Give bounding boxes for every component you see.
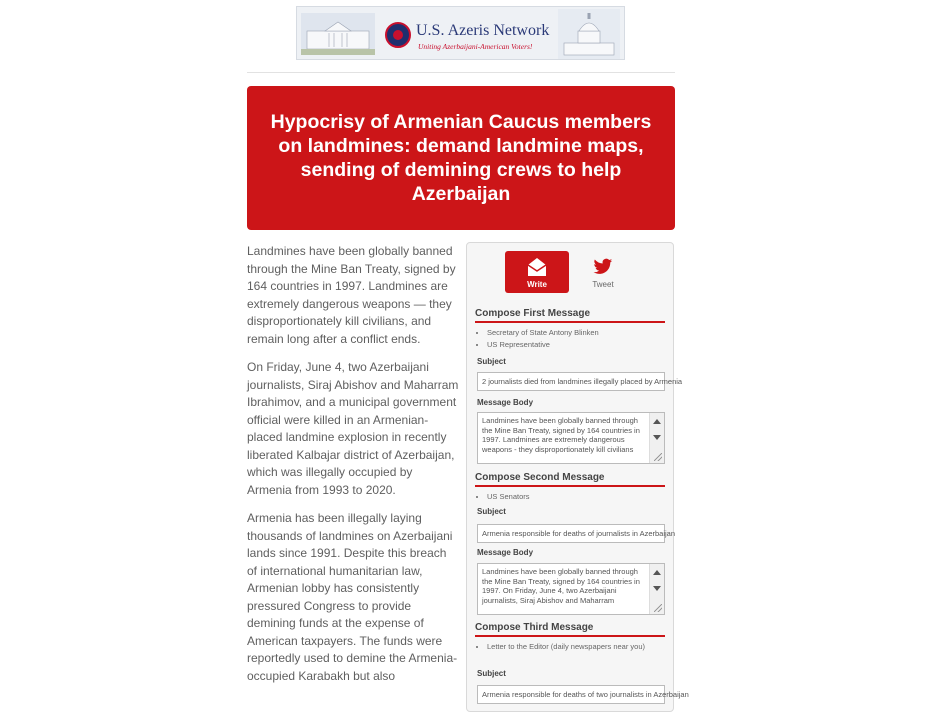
- white-house-icon: [301, 13, 375, 55]
- article-paragraph: Landmines have been globally banned through the Mine Ban Treaty, signed by 164 countries in 1997. Landmines are extremely dangerous weapons — they disproportionately kill civilians, and remain long after a conflict ends.: [247, 244, 456, 346]
- write-tab-button[interactable]: [505, 251, 569, 293]
- site-banner[interactable]: [296, 6, 625, 60]
- subject-label: Subject: [477, 357, 506, 366]
- capitol-icon: [558, 9, 620, 59]
- scroll-down-icon[interactable]: [653, 586, 661, 591]
- first-message-recipients: [475, 327, 665, 351]
- tweet-tab-button[interactable]: [582, 251, 624, 293]
- action-panel: [466, 242, 689, 712]
- campaign-header: [247, 86, 675, 230]
- third-message-recipients: [475, 641, 665, 653]
- second-message-body-textarea[interactable]: [477, 563, 665, 615]
- tweet-label: Tweet: [592, 280, 614, 289]
- first-message-body-textarea[interactable]: [477, 412, 665, 464]
- first-message-title: Compose First Message: [475, 308, 665, 323]
- recipient-item: • Letter to the Editor (daily newspapers near you): [487, 641, 665, 653]
- site-tagline: Uniting Azerbaijani-American Voters!: [418, 42, 533, 51]
- article-paragraph: Armenia has been illegally laying thousands of landmines on Azerbaijani lands since 1991. Despite this breach of international humanitarian law, Armenian lobby has consistently pressured Congress to provide demining funds at the expense of American taxpayers. The funds were reportedly used to demine the Armenia-occupied Karabakh but also: [247, 511, 458, 683]
- second-subject-input[interactable]: Armenia responsible for deaths of journalists in Azerbaijan: [477, 524, 665, 543]
- recipient-item: • US Senators: [487, 491, 665, 503]
- article-body: [247, 243, 459, 696]
- resize-handle-icon[interactable]: [654, 604, 662, 612]
- envelope-icon: [526, 256, 548, 278]
- recipient-item: • US Representative: [487, 339, 665, 351]
- third-subject-input[interactable]: Armenia responsible for deaths of two journalists in Azerbaijan: [477, 685, 665, 704]
- message-body-label: Message Body: [477, 398, 534, 407]
- scroll-down-icon[interactable]: [653, 435, 661, 440]
- subject-label: Subject: [477, 669, 506, 678]
- second-message-recipients: [475, 491, 665, 503]
- resize-handle-icon[interactable]: [654, 453, 662, 461]
- message-body-label: Message Body: [477, 548, 534, 557]
- write-label: Write: [527, 280, 547, 289]
- header-divider: [247, 72, 675, 73]
- scroll-up-icon[interactable]: [653, 570, 661, 575]
- scroll-up-icon[interactable]: [653, 419, 661, 424]
- logo-seal-icon: [385, 22, 411, 48]
- site-name: U.S. Azeris Network: [416, 22, 550, 39]
- article-paragraph: On Friday, June 4, two Azerbaijani journalists, Siraj Abishov and Maharram Ibrahimov, and a municipal government official were killed in an Armenian-placed landmine explosion in recently liberated Kalbajar district of Azerbaijan, which was illegally occupied by Armenia from 1993 to 2020.: [247, 360, 459, 497]
- first-subject-input[interactable]: 2 journalists died from landmines illegally placed by Armenia: [477, 372, 665, 391]
- recipient-item: • Secretary of State Antony Blinken: [487, 327, 665, 339]
- third-message-title: Compose Third Message: [475, 622, 665, 637]
- second-message-body-text: Landmines have been globally banned through the Mine Ban Treaty, signed by 164 countries in 1997. On Friday, June 4, two Azerbaijani journalists, Siraj Abishov and Maharram: [482, 567, 640, 605]
- first-message-body-text: Landmines have been globally banned through the Mine Ban Treaty, signed by 164 countries in 1997. Landmines are extremely dangerous weapons - they disproportionately kill civilians: [482, 416, 640, 454]
- campaign-title: Hypocrisy of Armenian Caucus members on landmines: demand landmine maps, sending of demining crews to help Azerbaijan: [270, 111, 652, 205]
- twitter-bird-icon: [593, 258, 613, 276]
- subject-label: Subject: [477, 507, 506, 516]
- second-message-title: Compose Second Message: [475, 472, 665, 487]
